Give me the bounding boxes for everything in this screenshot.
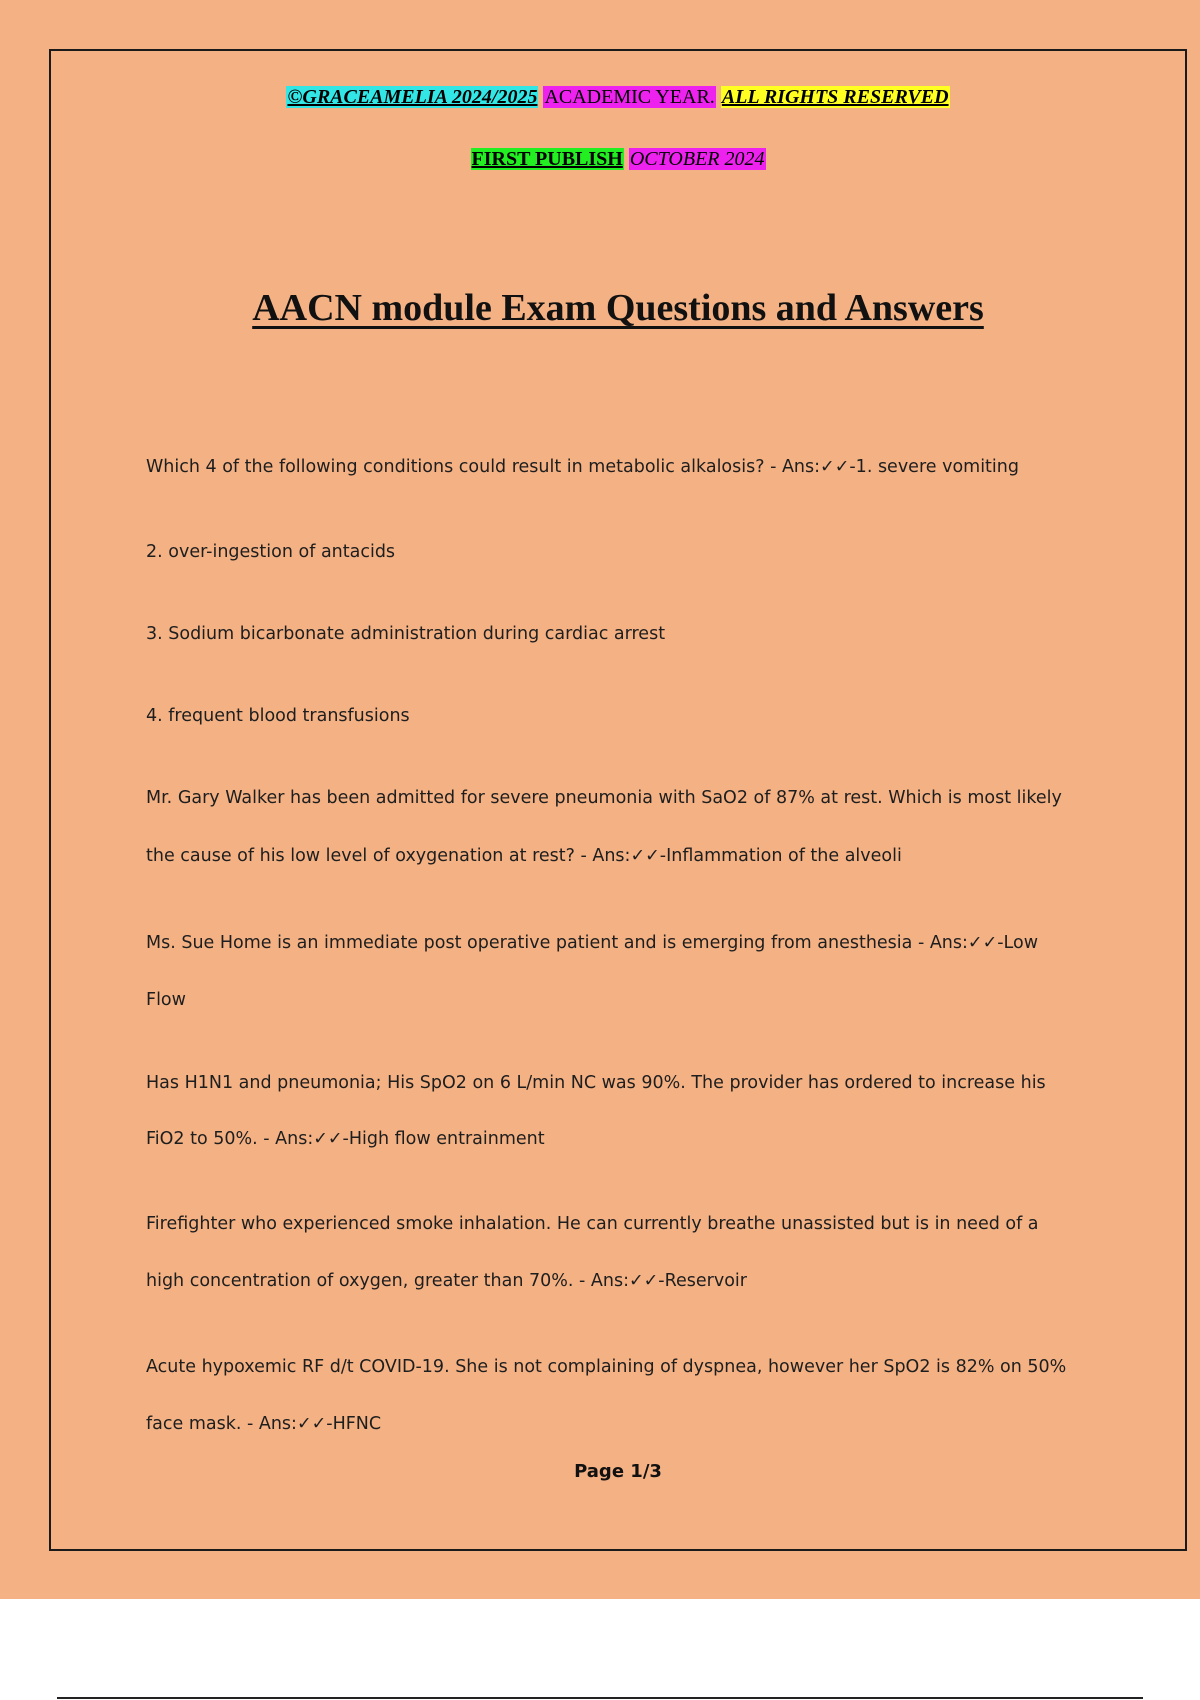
publish-date-text: OCTOBER 2024	[629, 148, 765, 170]
q1-line4: 4. frequent blood transfusions	[146, 706, 410, 726]
q6-line2: face mask. - Ans:✓✓-HFNC	[146, 1414, 382, 1434]
q3-line1: Ms. Sue Home is an immediate post operative patient and is emerging from anesthesia - Ans:✓✓-Low	[146, 933, 1039, 953]
q3-line2: Flow	[146, 990, 186, 1010]
academic-year-text: ACADEMIC YEAR.	[544, 86, 715, 108]
q5-line1: Firefighter who experienced smoke inhalation. He can currently breathe unassisted but is in need of a	[146, 1214, 1039, 1234]
q1-line2: 2. over-ingestion of antacids	[146, 542, 396, 562]
q5-line2: high concentration of oxygen, greater than 70%. - Ans:✓✓-Reservoir	[146, 1271, 747, 1291]
q4-line2: FiO2 to 50%. - Ans:✓✓-High flow entrainment	[146, 1129, 545, 1149]
publish-header	[0, 148, 1200, 171]
rights-reserved-text: ALL RIGHTS RESERVED	[721, 86, 949, 108]
q1-line1: Which 4 of the following conditions could result in metabolic alkalosis? - Ans:✓✓-1. severe vomiting	[146, 457, 1019, 477]
q4-line1: Has H1N1 and pneumonia; His SpO2 on 6 L/min NC was 90%. The provider has ordered to increase his	[146, 1073, 1046, 1093]
bottom-rule	[57, 1697, 1143, 1699]
copyright-header	[0, 86, 1200, 109]
q6-line1: Acute hypoxemic RF d/t COVID-19. She is not complaining of dyspnea, however her SpO2 is 82% on 50%	[146, 1357, 1067, 1377]
copyright-text: ©GRACEAMELIA 2024/2025	[287, 86, 538, 108]
q1-line3: 3. Sodium bicarbonate administration during cardiac arrest	[146, 624, 666, 644]
q2-line2: the cause of his low level of oxygenation at rest? - Ans:✓✓-Inflammation of the alveoli	[146, 846, 902, 866]
first-publish-text: FIRST PUBLISH	[471, 148, 623, 170]
page-number: Page 1/3	[574, 1461, 662, 1482]
q2-line1: Mr. Gary Walker has been admitted for severe pneumonia with SaO2 of 87% at rest. Which is most likely	[146, 788, 1062, 808]
document-title: AACN module Exam Questions and Answers	[252, 287, 984, 329]
